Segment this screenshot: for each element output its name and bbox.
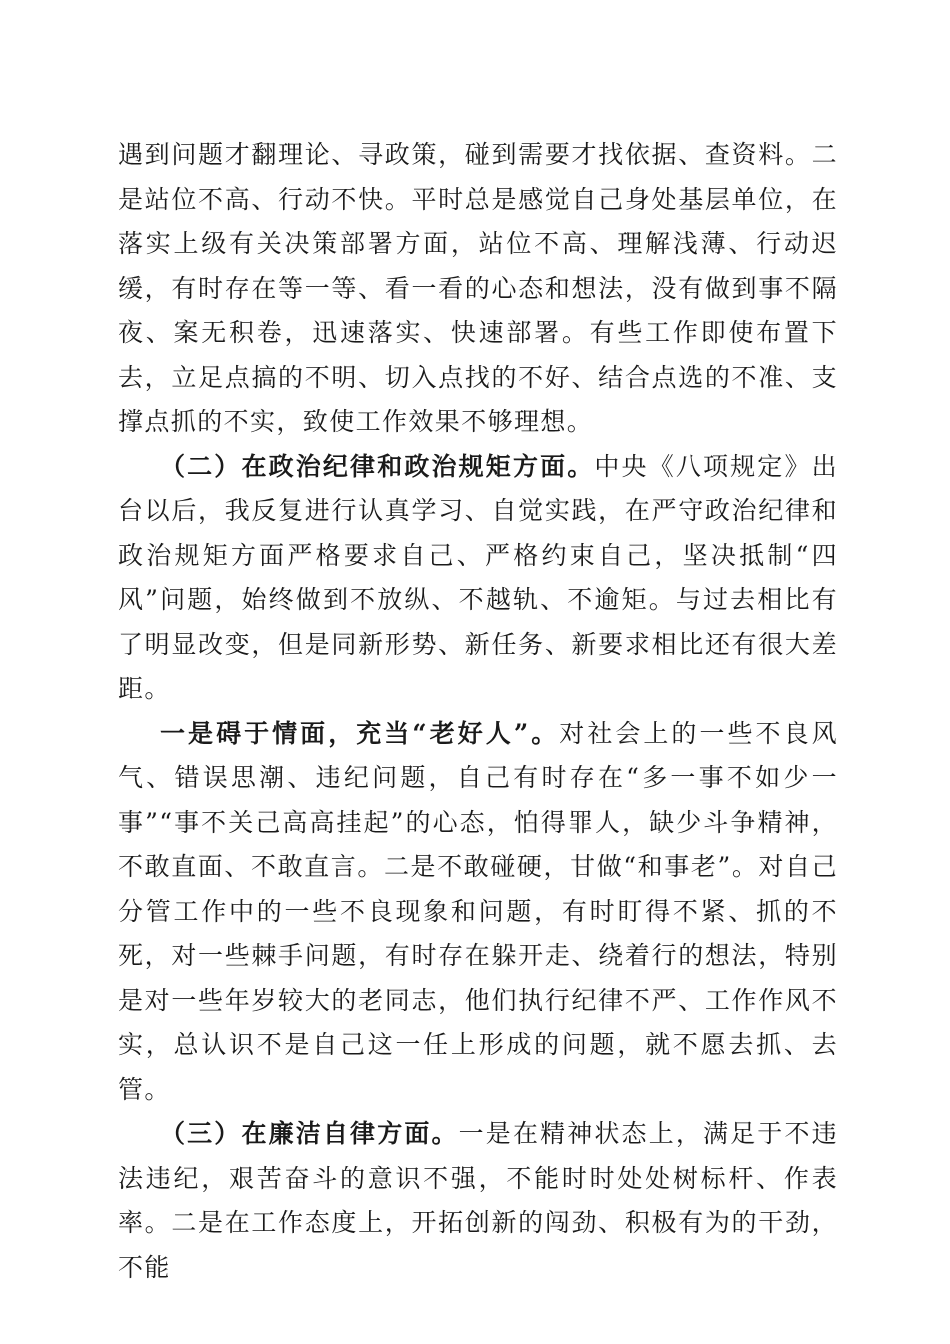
point-heading-1: 一是碍于情面，充当“老好人”。 xyxy=(160,718,560,748)
paragraph-2 xyxy=(118,445,838,712)
paragraph-3-text: 对社会上的一些不良风气、错误思潮、违纪问题，自己有时存在“多一事不如少一事”“事不关己高高挂起”的心态，怕得罪人，缺少斗争精神，不敢直面、不敢直言。二是不敢碰硬，甘做“和事老”。对自己分管工作中的一些不良现象和问题，有时盯得不紧、抓的不死，对一些棘手问题，有时存在躲开走、绕着行的想法，特别是对一些年岁较大的老同志，他们执行纪律不严、工作作风不实，总认识不是自己这一任上形成的问题，就不愿去抓、去管。 xyxy=(118,718,838,1104)
section-heading-3: （三）在廉洁自律方面。 xyxy=(160,1119,459,1148)
paragraph-4-text: 一是在精神状态上，满足于不违法违纪，艰苦奋斗的意识不强，不能时时处处树标杆、作表率。二是在工作态度上，开拓创新的闯劲、积极有为的干劲，不能 xyxy=(118,1119,838,1282)
paragraph-3 xyxy=(118,712,838,1113)
document-page xyxy=(118,133,838,1290)
paragraph-2-text: 中央《八项规定》出台以后，我反复进行认真学习、自觉实践，在严守政治纪律和政治规矩方面严格要求自己、严格约束自己，坚决抵制“四风”问题，始终做到不放纵、不越轨、不逾矩。与过去相比有了明显改变，但是同新形势、新任务、新要求相比还有很大差距。 xyxy=(118,451,839,703)
paragraph-1-text: 遇到问题才翻理论、寻政策，碰到需要才找依据、查资料。二是站位不高、行动不快。平时总是感觉自己身处基层单位，在落实上级有关决策部署方面，站位不高、理解浅薄、行动迟缓，有时存在等一等、看一看的心态和想法，没有做到事不隔夜、案无积卷，迅速落实、快速部署。有些工作即使布置下去，立足点搞的不明、切入点找的不好、结合点选的不准、支撑点抓的不实，致使工作效果不够理想。 xyxy=(118,140,838,436)
paragraph-4 xyxy=(118,1112,838,1290)
paragraph-1 xyxy=(118,133,838,445)
section-heading-2: （二）在政治纪律和政治规矩方面。 xyxy=(160,451,595,481)
